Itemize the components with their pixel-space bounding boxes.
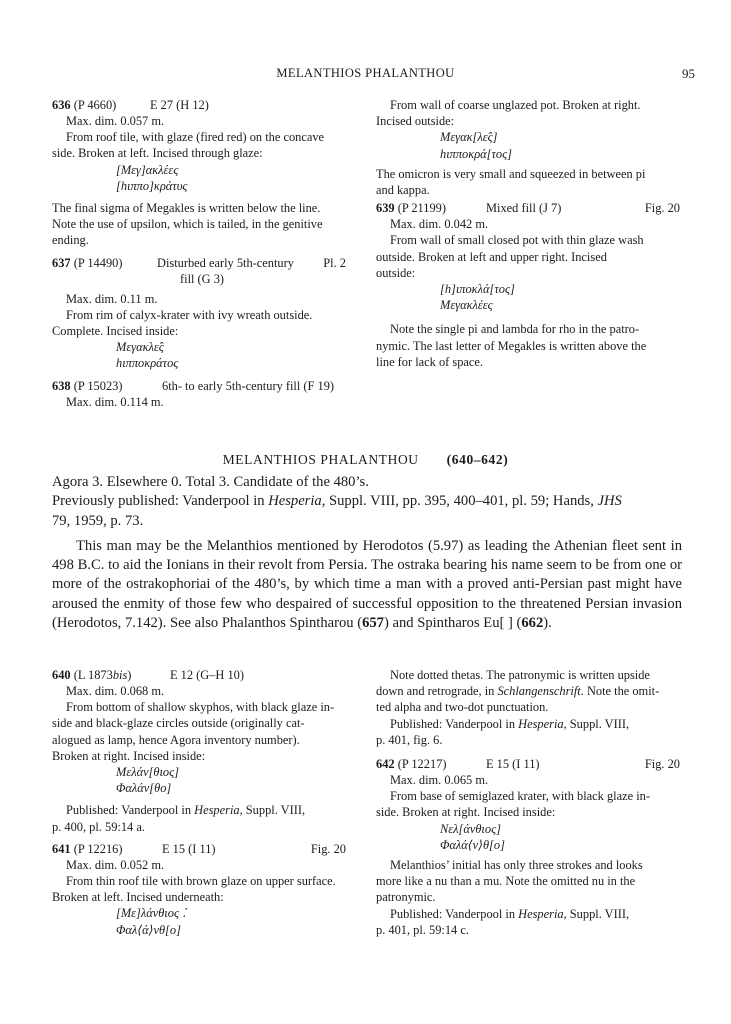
journal-title: Hesperia [518, 906, 564, 921]
text: ). [543, 615, 552, 632]
note-line: nymic. The last letter of Megakles is written above the [376, 338, 647, 353]
context: 6th- to early 5th-century fill (F 19) [162, 378, 335, 393]
dimension: Max. dim. 0.065 m. [390, 773, 489, 788]
context: E 27 (H 12) [150, 98, 209, 112]
inscription-line: Μεγακλέες [440, 298, 493, 313]
note-line: The final sigma of Megakles is written below the line. [52, 201, 321, 216]
text: ) [127, 668, 132, 682]
inventory-number: (P 15023) [73, 378, 123, 393]
dimension: Max. dim. 0.068 m. [66, 684, 165, 698]
text: Published: Vanderpool in [390, 716, 519, 731]
section-heading [0, 452, 731, 468]
context: E 15 (I 11) [486, 757, 540, 772]
note-line: line for lack of space. [376, 354, 483, 369]
entry-number: 636 [52, 98, 71, 112]
inscription-line: Μελάν[θιος] [116, 765, 179, 780]
catalogue-range: (640–642) [446, 452, 509, 467]
note-line [376, 683, 680, 699]
note-line: Note the single pi and lambda for rho in the patro- [390, 322, 640, 337]
upper-left-column [52, 97, 346, 410]
inscription-line: Φαλά⟨ν⟩θ[ο] [440, 837, 505, 852]
description-line: From rim of calyx-krater with ivy wreath outside. [66, 307, 313, 322]
inventory-number: (P 12217) [397, 757, 447, 772]
description-line: From wall of coarse unglazed pot. Broken at right. [390, 98, 641, 112]
entry-number: 637 [52, 255, 71, 270]
text: bis [112, 668, 128, 682]
page-number: 95 [682, 66, 695, 81]
description-line: outside. Broken at left and upper right. Incised [376, 249, 607, 264]
note-line: Note the use of upsilon, which is tailed, in the genitive [52, 217, 323, 232]
lower-right-column [376, 667, 680, 938]
text: , Suppl. VIII, [563, 716, 630, 731]
figure-reference: Fig. 20 [310, 841, 346, 856]
publication-line: p. 400, pl. 59:14 a. [52, 819, 145, 834]
description-line: From bottom of shallow skyphos, with black glaze in- [66, 700, 335, 715]
description-line: Broken at right. Incised inside: [52, 748, 206, 763]
inscription-line: Φαλ⟨ά⟩νθ[ο] [116, 922, 181, 937]
description-line: From base of semiglazed krater, with black glaze in- [390, 789, 650, 804]
text: down and retrograde, in [376, 684, 498, 699]
inscription-line: Φαλάν[θο] [116, 781, 172, 796]
inscription-line: [Μεγ]ακλέες [116, 162, 179, 177]
note-line: and kappa. [376, 183, 430, 198]
entry-637-context-continued [52, 271, 346, 287]
text: , Suppl. VIII, [563, 906, 630, 921]
description-line: Broken at left. Incised underneath: [52, 890, 224, 905]
inscription-line: [hιππο]κράτυς [116, 178, 188, 193]
entry-639-heading [376, 200, 680, 216]
inscription-line: hιπποκρά[τος] [440, 146, 512, 161]
cross-reference: 657 [362, 615, 384, 632]
description-line: Complete. Incised inside: [52, 324, 179, 339]
dimension: Max. dim. 0.114 m. [66, 394, 164, 409]
note-line: more like a nu than a mu. Note the omitted nu in the [376, 874, 636, 889]
note-line: Note dotted thetas. The patronymic is written upside [390, 668, 650, 682]
cross-reference: 662 [521, 615, 544, 632]
entry-641-heading [52, 841, 346, 857]
journal-title: JHS [597, 493, 622, 510]
inventory-number: (P 4660) [73, 98, 117, 112]
dimension: Max. dim. 0.042 m. [390, 217, 489, 232]
entry-number: 642 [376, 757, 395, 772]
upper-right-column [376, 97, 680, 370]
section-name: MELANTHIOS PHALANTHOU [222, 452, 419, 467]
journal-title: Hesperia [268, 493, 322, 510]
note-line: patronymic. [376, 890, 436, 905]
context: E 12 (G–H 10) [170, 668, 244, 682]
text: Schlangenschrift [497, 684, 581, 699]
inscription-line: Μεγακλε̂ς [116, 340, 164, 355]
inscription-line: Μεγακ[λε̂ς] [440, 130, 498, 145]
description-line: From thin roof tile with brown glaze on upper surface. [66, 874, 336, 889]
entry-number: 641 [52, 841, 71, 856]
text: This man may be the Melanthios mentioned by Herodotos (5.97) as leading the Athenian fleet sent in 498 B.C. to aid the Ionians in their revolt from Persia. The ostraka bearing his name seem to be from one or more of the ostrakophoriai of the 480’s, by which time a man with a proved anti-Persian past might have aroused the enmity of those few who despaired of successful opposition to the threatened Persian invasion (Herodotos, 7.142). See also Phalanthos Spintharou ( [52, 537, 682, 632]
inventory-number [74, 668, 132, 682]
description-line: Incised outside: [376, 114, 455, 129]
inventory-number: (P 14490) [73, 255, 123, 270]
ostraka-totals: Agora 3. Elsewhere 0. Total 3. Candidate of the 480’s. [52, 474, 369, 490]
figure-reference: Fig. 20 [644, 201, 680, 216]
entry-637-heading [52, 255, 346, 271]
inscription-line: [Με]λάνθιος ⁚ [116, 906, 187, 921]
note-line: ted alpha and two-dot punctuation. [376, 700, 549, 715]
context: Mixed fill (J 7) [486, 201, 562, 216]
publication-line [376, 906, 680, 922]
publication-line [52, 802, 346, 818]
entry-636-heading [52, 97, 346, 113]
note-line: Melanthios’ initial has only three strokes and looks [390, 858, 643, 873]
running-head [0, 66, 731, 84]
publication-line [376, 716, 680, 732]
description-line: side. Broken at right. Incised inside: [376, 805, 556, 820]
dimension: Max. dim. 0.11 m. [66, 291, 158, 306]
entry-642-heading [376, 756, 680, 772]
text: (L 1873 [73, 668, 113, 682]
entry-640-heading [52, 667, 346, 683]
inventory-number: (P 12216) [73, 841, 123, 856]
inscription-line: hιπποκράτος [116, 356, 179, 371]
description-line: outside: [376, 265, 416, 280]
inscription-line: [h]ιποκλά[τος] [440, 282, 515, 297]
context: Disturbed early 5th-century [157, 255, 294, 270]
biography-paragraph [52, 537, 682, 633]
running-title: MELANTHIOS PHALANTHOU [276, 66, 455, 80]
note-line: The omicron is very small and squeezed in between pi [376, 166, 646, 181]
journal-title: Hesperia [518, 716, 564, 731]
candidate-introduction [52, 473, 682, 633]
figure-reference: Fig. 20 [644, 757, 680, 772]
description-line: From roof tile, with glaze (fired red) on the concave [66, 130, 325, 145]
entry-number: 639 [376, 201, 395, 216]
text: Previously published: Vanderpool in [52, 493, 269, 510]
publication-line: p. 401, pl. 59:14 c. [376, 922, 469, 937]
bibliography-line: 79, 1959, p. 73. [52, 512, 144, 529]
context: fill (G 3) [180, 271, 225, 286]
text: , Suppl. VIII, [239, 803, 306, 818]
text: . Note the omit- [580, 684, 660, 699]
inscription-line: Νελ[άνθιος] [440, 821, 501, 836]
inventory-number: (P 21199) [397, 201, 447, 216]
description-line: side and black-glaze circles outside (originally cat- [52, 716, 305, 731]
journal-title: Hesperia [194, 803, 240, 818]
bibliography-line [52, 492, 682, 511]
text: ) and Spintharos Eu[ ] ( [383, 615, 522, 632]
dimension: Max. dim. 0.052 m. [66, 857, 165, 872]
entry-638-heading [52, 378, 346, 394]
text: Published: Vanderpool in [390, 906, 519, 921]
entry-number: 638 [52, 378, 71, 393]
description-line: side. Broken at left. Incised through glaze: [52, 146, 263, 161]
context: E 15 (I 11) [162, 841, 216, 856]
plate-reference: Pl. 2 [323, 255, 346, 270]
publication-line: p. 401, fig. 6. [376, 732, 443, 747]
text: , Suppl. VIII, pp. 395, 400–401, pl. 59; Hands, [321, 493, 598, 510]
lower-left-column [52, 667, 346, 938]
description-line: From wall of small closed pot with thin glaze wash [390, 233, 644, 248]
entry-number: 640 [52, 668, 71, 682]
description-line: alogued as lamp, hence Agora inventory number). [52, 732, 300, 747]
text: Published: Vanderpool in [66, 803, 195, 818]
dimension: Max. dim. 0.057 m. [66, 114, 165, 128]
note-line: ending. [52, 233, 89, 248]
